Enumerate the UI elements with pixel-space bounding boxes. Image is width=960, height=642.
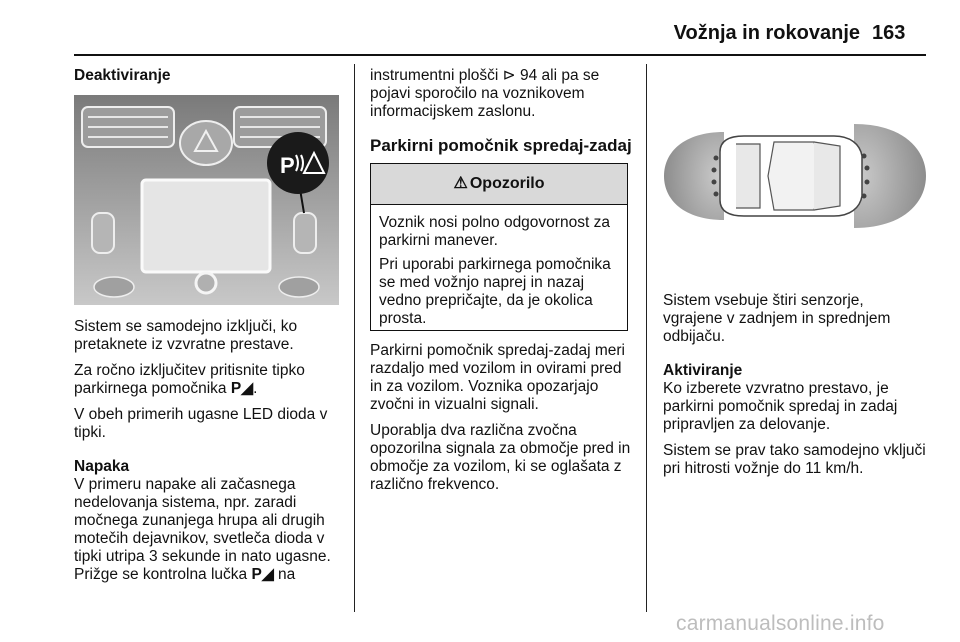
warning-paragraph-1: Voznik nosi polno odgovornost za parkirni manever.	[379, 214, 610, 249]
warning-box	[370, 163, 628, 331]
sensor-zones-illustration	[664, 72, 926, 280]
paragraph-auto-on-speed: Sistem se prav tako samodejno vključi pri hitrosti vožnje do 11 km/h.	[663, 442, 926, 477]
page-number: 163	[872, 22, 906, 44]
column-divider-2	[646, 64, 647, 612]
page-reference-icon: ⊳	[502, 67, 520, 84]
section-heading-front-rear: Parkirni pomočnik spredaj-zadaj	[370, 136, 632, 155]
paragraph-manual-off: Za ročno izključitev pritisnite tipko parkirnega pomočnika P◢.	[74, 362, 305, 397]
column-3-text	[663, 292, 927, 486]
warning-header	[371, 164, 627, 205]
column-2-top	[370, 67, 632, 155]
warning-paragraph-2: Pri uporabi parkirnega pomočnika se med vožnjo naprej in nazaj vedno prepričajte, da je okolica prosta.	[379, 256, 611, 327]
heading-napaka: Napaka	[74, 458, 130, 475]
column-2-text	[370, 342, 636, 502]
running-header-title: Vožnja in rokovanje	[673, 22, 860, 44]
dashboard-button-illustration	[74, 95, 339, 305]
paragraph-aktiviranje: Ko izberete vzvratno prestavo, je parkirni pomočnik spredaj in zadaj pripravljen za delovanje.	[663, 380, 898, 433]
park-assist-warning-icon: P◢	[251, 566, 274, 583]
paragraph-four-sensors: Sistem vsebuje štiri senzorje, vgrajene v zadnjem in sprednjem odbijaču.	[663, 292, 891, 345]
paragraph-continued: instrumentni plošči ⊳ 94 ali pa se pojavi sporočilo na voznikovem informacijskem zaslonu.	[370, 67, 600, 120]
warning-triangle-icon: ⚠	[453, 175, 468, 192]
warning-title: Opozorilo	[469, 175, 545, 192]
column-divider-1	[354, 64, 355, 612]
heading-deaktiviranje: Deaktiviranje	[74, 67, 171, 84]
paragraph-napaka: V primeru napake ali začasnega nedelovanja sistema, npr. zaradi močnega zunanjega hrupa ali drugih motečih dejavnikov, svetleča dioda v tipki utripa 3 sekunde in nato ugasne. Prižge se kontrolna lučka P◢ na	[74, 476, 331, 583]
paragraph-two-signals: Uporablja dva različna zvočna opozorilna signala za območje pred in območje za vozilom, ki se oglašata z različno frekvenco.	[370, 422, 631, 493]
park-assist-icon: P◢	[230, 380, 254, 397]
column-1-text	[74, 318, 344, 592]
watermark[interactable]: carmanualsonline.info	[676, 612, 885, 635]
column-1-top	[74, 67, 344, 85]
heading-aktiviranje: Aktiviranje	[663, 362, 743, 379]
paragraph-measures-distance: Parkirni pomočnik spredaj-zadaj meri razdaljo med vozilom in ovirami pred in za vozilom. Voznika opozarjajo zvočni in vizualni signali.	[370, 342, 625, 413]
header-rule	[74, 54, 926, 56]
paragraph-led-off: V obeh primerih ugasne LED dioda v tipki.	[74, 406, 328, 441]
park-assist-button-icon: P	[280, 153, 295, 178]
paragraph-auto-off: Sistem se samodejno izključi, ko pretaknete iz vzvratne prestave.	[74, 318, 298, 353]
